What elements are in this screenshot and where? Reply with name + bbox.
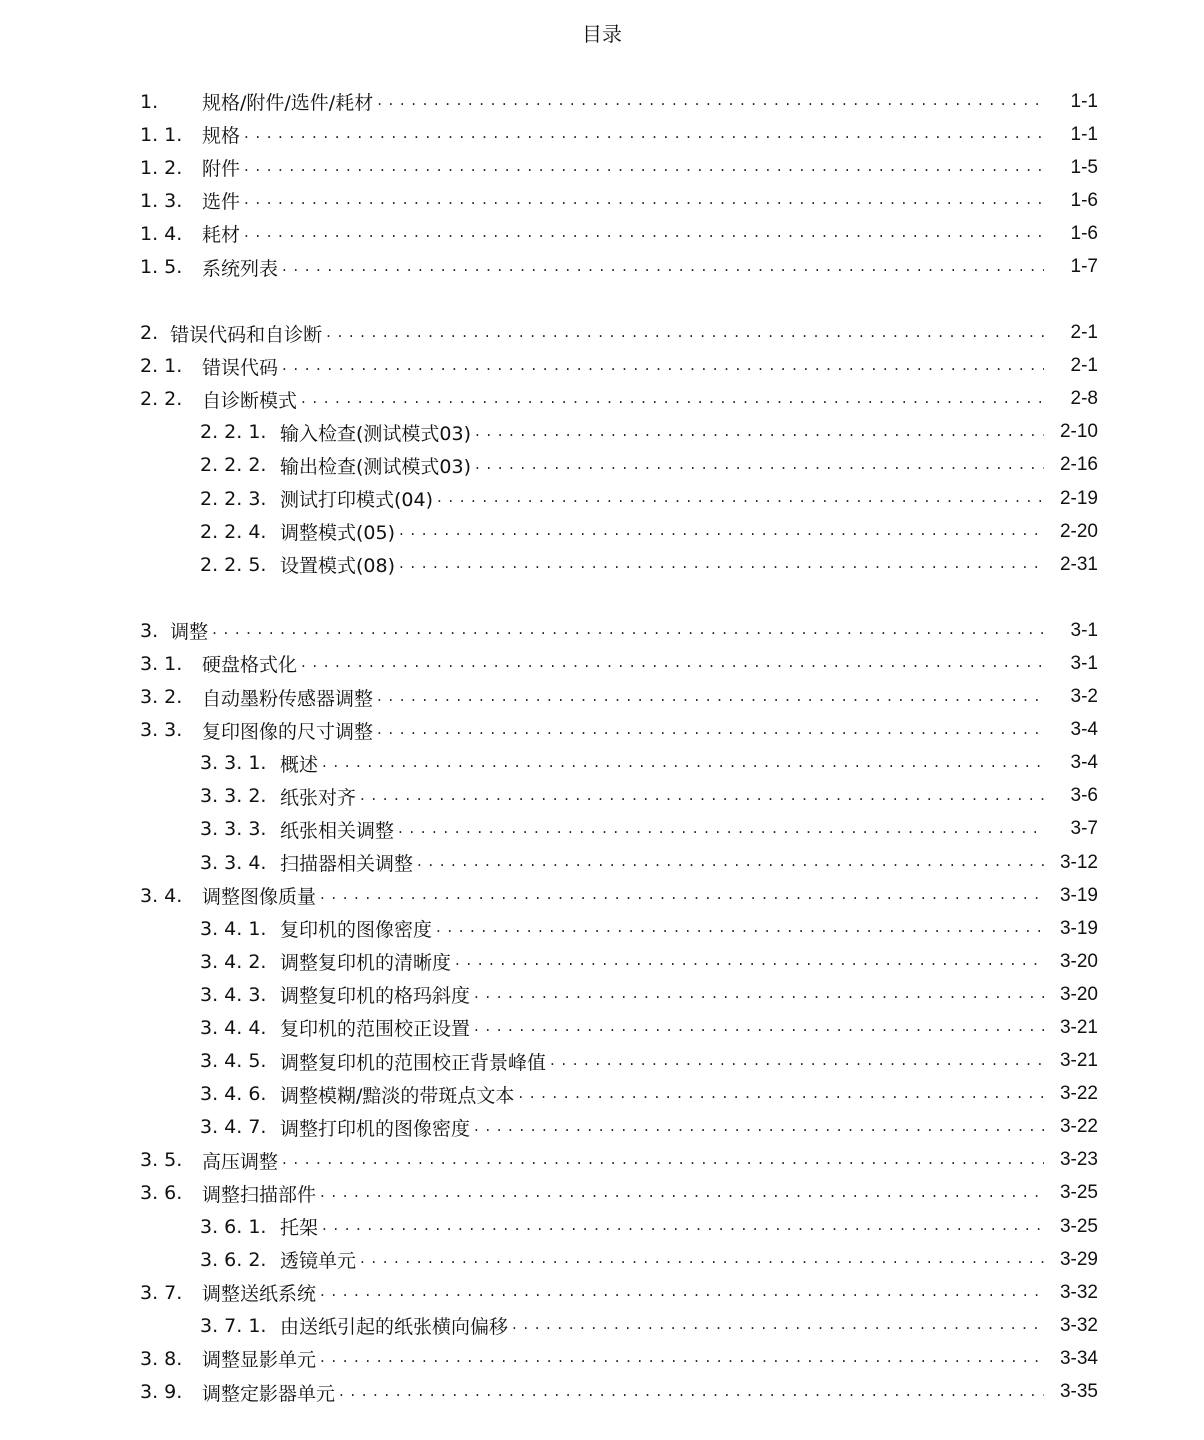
dot-leader: [377, 85, 1044, 118]
toc-entry-number: 2. 2. 3.: [200, 487, 267, 510]
toc-entry-number: 2. 2. 5.: [200, 553, 267, 576]
toc-entry[interactable]: [140, 482, 1098, 515]
toc-entry-number: 2. 2.: [140, 388, 183, 411]
toc-entry-page: 3-4: [1070, 719, 1098, 741]
dot-leader: [244, 217, 1044, 250]
page-title: 目录: [582, 22, 622, 46]
toc-entry-number: 1. 4.: [140, 222, 183, 245]
toc-entry[interactable]: [140, 879, 1098, 912]
toc-entry-page: 3-1: [1070, 652, 1098, 674]
toc-entry-number: 2. 2. 2.: [200, 454, 267, 477]
dot-leader: [399, 515, 1044, 548]
dot-leader: [474, 1111, 1044, 1144]
toc-entry-title: 复印图像的尺寸调整: [202, 720, 374, 743]
toc-entry-number: 3.: [140, 619, 159, 642]
toc-entry-title: 调整: [170, 621, 209, 644]
toc-entry[interactable]: [140, 1243, 1098, 1276]
toc-entry[interactable]: [140, 1011, 1098, 1044]
toc-entry[interactable]: [140, 714, 1098, 747]
toc-entry-title: 调整扫描部件: [202, 1183, 317, 1206]
toc-entry[interactable]: [140, 1144, 1098, 1177]
dot-leader: [322, 747, 1044, 780]
toc-entry-title: 规格/附件/选件/耗材: [202, 92, 374, 115]
toc-entry-number: 3. 3. 1.: [200, 752, 267, 775]
dot-leader: [301, 647, 1044, 680]
dot-leader: [339, 1376, 1044, 1409]
dot-leader: [474, 978, 1044, 1011]
dot-leader: [518, 1078, 1044, 1111]
dot-leader: [474, 1011, 1044, 1044]
toc-entry-title: 测试打印模式(04): [280, 489, 434, 512]
toc-entry[interactable]: [140, 614, 1098, 647]
toc-entry-number: 3. 4. 2.: [200, 950, 267, 973]
toc-entry-page: 1-6: [1070, 189, 1098, 211]
toc-entry-page: 2-31: [1059, 553, 1098, 575]
dot-leader: [377, 714, 1044, 747]
toc-entry-number: 1.: [140, 90, 159, 113]
toc-entry-page: 2-1: [1070, 355, 1098, 377]
dot-leader: [512, 1309, 1044, 1342]
toc-entry-title: 纸张相关调整: [280, 819, 395, 842]
dot-leader: [282, 1144, 1044, 1177]
dot-leader: [320, 879, 1044, 912]
toc-entry[interactable]: [140, 647, 1098, 680]
toc-entry[interactable]: [140, 747, 1098, 780]
toc-entry-page: 3-1: [1070, 619, 1098, 641]
toc-entry-number: 3. 2.: [140, 686, 183, 709]
toc-entry-page: 3-20: [1059, 950, 1098, 972]
toc-entry-number: 1. 5.: [140, 256, 183, 279]
dot-leader: [320, 1342, 1044, 1375]
toc-entry-title: 由送纸引起的纸张横向偏移: [280, 1316, 509, 1339]
dot-leader: [475, 449, 1044, 482]
toc-entry-number: 2. 1.: [140, 355, 183, 378]
toc-entry[interactable]: [140, 681, 1098, 714]
toc-entry-number: 2. 2. 4.: [200, 520, 267, 543]
toc-entry-title: 调整模糊/黯淡的带斑点文本: [280, 1084, 515, 1107]
toc-entry-title: 透镜单元: [280, 1250, 357, 1273]
toc-entry-number: 3. 6. 1.: [200, 1215, 267, 1238]
toc-entry-number: 1. 3.: [140, 189, 183, 212]
toc-entry[interactable]: [140, 1045, 1098, 1078]
toc-entry[interactable]: [140, 85, 1098, 118]
toc-entry-number: 3. 6.: [140, 1182, 183, 1205]
dot-leader: [436, 912, 1044, 945]
dot-leader: [475, 416, 1044, 449]
toc-entry[interactable]: [140, 1078, 1098, 1111]
toc-entry[interactable]: [140, 780, 1098, 813]
toc-entry-number: 3. 7. 1.: [200, 1314, 267, 1337]
toc-entry-number: 3. 4.: [140, 884, 183, 907]
toc-entry[interactable]: [140, 118, 1098, 151]
toc-entry[interactable]: [140, 250, 1098, 283]
toc-entry-page: 3-4: [1070, 752, 1098, 774]
toc-entry-number: 3. 4. 4.: [200, 1016, 267, 1039]
toc-entry-page: 1-5: [1070, 156, 1098, 178]
toc-entry-page: 3-22: [1059, 1116, 1098, 1138]
toc-entry-number: 3. 3. 2.: [200, 785, 267, 808]
toc-entry-page: 2-19: [1059, 487, 1098, 509]
toc-entry-page: 1-1: [1070, 90, 1098, 112]
dot-leader: [282, 350, 1044, 383]
toc-entry-title: 调整打印机的图像密度: [280, 1117, 471, 1140]
toc-entry-number: 2.: [140, 322, 159, 345]
toc-entry[interactable]: [140, 813, 1098, 846]
dot-leader: [550, 1045, 1044, 1078]
toc-entry-number: 2. 2. 1.: [200, 421, 267, 444]
toc-entry-title: 附件: [202, 158, 241, 181]
toc-entry-page: 3-21: [1059, 1050, 1098, 1072]
toc-entry-title: 设置模式(08): [280, 555, 396, 578]
toc-entry[interactable]: [140, 184, 1098, 217]
dot-leader: [301, 383, 1044, 416]
toc-entry[interactable]: [140, 217, 1098, 250]
toc-entry-page: 3-20: [1059, 983, 1098, 1005]
toc-entry-number: 3. 9.: [140, 1381, 183, 1404]
toc-entry-page: 3-2: [1070, 686, 1098, 708]
toc-entry-page: 3-35: [1059, 1381, 1098, 1403]
toc-entry[interactable]: [140, 1111, 1098, 1144]
toc-entry[interactable]: [140, 846, 1098, 879]
toc-entry-title: 硬盘格式化: [202, 654, 298, 677]
toc-entry-title: 托架: [280, 1217, 319, 1240]
toc-entry[interactable]: [140, 449, 1098, 482]
toc-entry-page: 3-23: [1059, 1149, 1098, 1171]
toc-entry-number: 3. 8.: [140, 1347, 183, 1370]
toc-entry-number: 3. 1.: [140, 652, 183, 675]
toc-entry-title: 耗材: [202, 224, 241, 247]
toc-entry-number: 3. 5.: [140, 1149, 183, 1172]
toc-entry-number: 3. 4. 7.: [200, 1116, 267, 1139]
dot-leader: [320, 1276, 1044, 1309]
toc-entry[interactable]: [140, 317, 1098, 350]
toc-entry-title: 调整图像质量: [202, 886, 317, 909]
dot-leader: [398, 813, 1044, 846]
toc-entry-number: 3. 7.: [140, 1281, 183, 1304]
toc-entry[interactable]: [140, 1342, 1098, 1375]
dot-leader: [360, 1243, 1044, 1276]
dot-leader: [377, 681, 1044, 714]
toc-entry-number: 3. 4. 6.: [200, 1083, 267, 1106]
toc-entry-page: 2-20: [1059, 520, 1098, 542]
toc-entry[interactable]: [140, 912, 1098, 945]
dot-leader: [212, 614, 1044, 647]
toc-entry[interactable]: [140, 978, 1098, 1011]
dot-leader: [282, 251, 1044, 284]
toc-entry-page: 3-25: [1059, 1182, 1098, 1204]
toc-entry-title: 规格: [202, 125, 241, 148]
toc-entry-title: 调整模式(05): [280, 522, 396, 545]
toc-entry[interactable]: [140, 350, 1098, 383]
toc-entry-page: 1-6: [1070, 222, 1098, 244]
toc-entry-page: 3-29: [1059, 1248, 1098, 1270]
toc-entry-page: 1-7: [1070, 256, 1098, 278]
toc-entry-number: 3. 4. 1.: [200, 917, 267, 940]
toc-entry[interactable]: [140, 548, 1098, 581]
dot-leader: [244, 184, 1044, 217]
toc-entry-title: 输出检查(测试模式03): [280, 455, 472, 478]
toc-entry-page: 3-7: [1070, 818, 1098, 840]
toc-entry-title: 复印机的图像密度: [280, 919, 433, 942]
toc-entry-title: 错误代码: [202, 356, 279, 379]
toc-entry[interactable]: [140, 1177, 1098, 1210]
toc-entry-page: 3-22: [1059, 1083, 1098, 1105]
toc-entry-title: 自动墨粉传感器调整: [202, 687, 374, 710]
toc-entry[interactable]: [140, 416, 1098, 449]
toc-entry-title: 调整复印机的范围校正背景峰值: [280, 1051, 547, 1074]
toc-entry[interactable]: [140, 945, 1098, 978]
toc-entry-number: 3. 4. 3.: [200, 983, 267, 1006]
toc-entry-page: 3-19: [1059, 884, 1098, 906]
toc-entry-page: 2-16: [1059, 454, 1098, 476]
toc-entry-page: 3-21: [1059, 1016, 1098, 1038]
toc-entry[interactable]: [140, 383, 1098, 416]
toc-entry-title: 调整显影单元: [202, 1349, 317, 1372]
toc-entry[interactable]: [140, 1375, 1098, 1408]
toc-entry-title: 系统列表: [202, 257, 279, 280]
toc-entry-page: 3-19: [1059, 917, 1098, 939]
toc-entry-page: 3-32: [1059, 1314, 1098, 1336]
toc-entry-page: 3-25: [1059, 1215, 1098, 1237]
toc-entry-title: 调整定影器单元: [202, 1382, 336, 1405]
toc-entry-number: 3. 4. 5.: [200, 1050, 267, 1073]
toc-entry-number: 3. 6. 2.: [200, 1248, 267, 1271]
toc-entry-title: 概述: [280, 753, 319, 776]
toc-entry-page: 3-32: [1059, 1281, 1098, 1303]
toc-entry[interactable]: [140, 1309, 1098, 1342]
toc-entry-title: 输入检查(测试模式03): [280, 422, 472, 445]
toc-entry-title: 选件: [202, 191, 241, 214]
toc-entry-page: 2-10: [1059, 421, 1098, 443]
toc-entry[interactable]: [140, 1210, 1098, 1243]
toc-entry-title: 自诊断模式: [202, 389, 298, 412]
toc-entry-title: 扫描器相关调整: [280, 853, 414, 876]
dot-leader: [455, 945, 1044, 978]
toc-entry-number: 1. 1.: [140, 123, 183, 146]
table-of-contents: [140, 85, 1098, 1409]
toc-entry-title: 高压调整: [202, 1150, 279, 1173]
dot-leader: [326, 317, 1044, 350]
toc-entry-number: 3. 3.: [140, 719, 183, 742]
toc-entry-number: 1. 2.: [140, 156, 183, 179]
dot-leader: [399, 548, 1044, 581]
dot-leader: [417, 846, 1044, 879]
dot-leader: [437, 482, 1044, 515]
dot-leader: [320, 1177, 1044, 1210]
toc-entry-page: 2-1: [1070, 322, 1098, 344]
toc-entry-title: 复印机的范围校正设置: [280, 1018, 471, 1041]
toc-entry-title: 调整复印机的格玛斜度: [280, 985, 471, 1008]
toc-entry-number: 3. 3. 3.: [200, 818, 267, 841]
dot-leader: [360, 780, 1044, 813]
toc-entry-title: 调整复印机的清晰度: [280, 952, 452, 975]
toc-entry[interactable]: [140, 151, 1098, 184]
toc-entry-page: 2-8: [1070, 388, 1098, 410]
toc-entry-title: 调整送纸系统: [202, 1283, 317, 1306]
toc-entry-page: 1-1: [1070, 123, 1098, 145]
toc-entry-number: 3. 3. 4.: [200, 851, 267, 874]
toc-entry-page: 3-34: [1059, 1347, 1098, 1369]
toc-entry-title: 纸张对齐: [280, 786, 357, 809]
toc-entry-page: 3-12: [1059, 851, 1098, 873]
toc-entry[interactable]: [140, 515, 1098, 548]
toc-entry-page: 3-6: [1070, 785, 1098, 807]
dot-leader: [244, 118, 1044, 151]
toc-entry[interactable]: [140, 1276, 1098, 1309]
toc-entry-title: 错误代码和自诊断: [170, 323, 323, 346]
dot-leader: [322, 1210, 1044, 1243]
dot-leader: [244, 151, 1044, 184]
